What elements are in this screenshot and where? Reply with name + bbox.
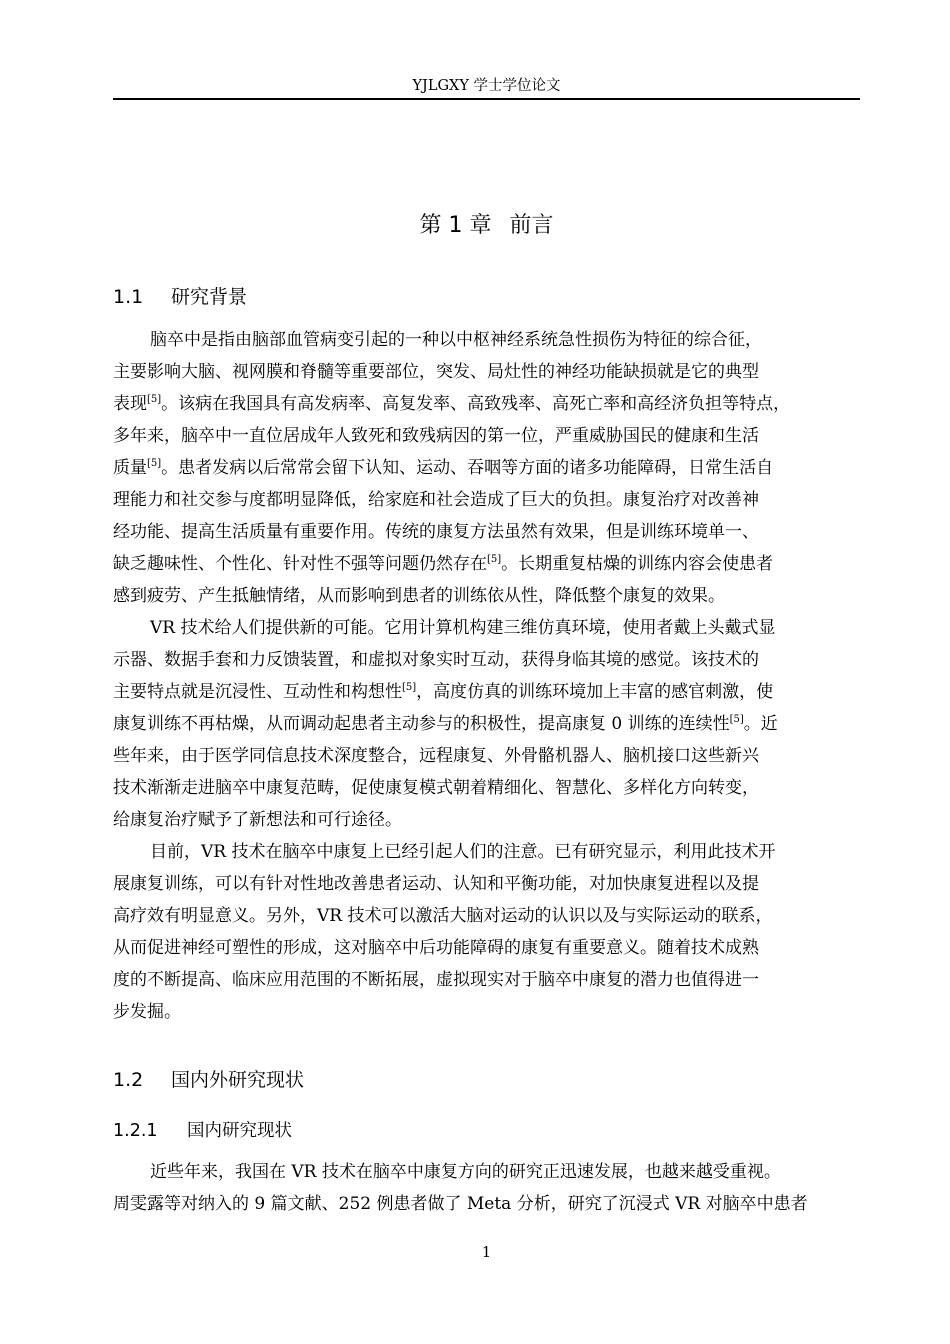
- running-header: YJLGXY 学士学位论文: [412, 78, 561, 94]
- citation-ref: [5]: [402, 682, 417, 693]
- text-line: 度的不断提高、临床应用范围的不断拓展，虚拟现实对于脑卒中康复的潜力也值得进一: [113, 970, 759, 990]
- text-run: 康复训练不再枯燥，从而调动起患者主动参与的积极性，提高康复 0 训练的连续性: [113, 714, 730, 734]
- text-line: 周雯露等对纳入的 9 篇文献、252 例患者做了 Meta 分析，研究了沉浸式 VR 对脑卒中患者: [113, 1194, 808, 1214]
- text-line: VR 技术给人们提供新的可能。它用计算机构建三维仿真环境，使用者戴上头戴式显: [150, 618, 776, 638]
- text-line: 脑卒中是指由脑部血管病变引起的一种以中枢神经系统急性损伤为特征的综合征，: [150, 330, 762, 350]
- text-line: 步发掘。: [113, 1002, 181, 1022]
- text-run: 质量: [113, 458, 147, 478]
- section-number: 1.2: [113, 1069, 144, 1091]
- text-run: 。患者发病以后常常会留下认知、运动、吞咽等方面的诸多功能障碍，日常生活自: [161, 458, 774, 478]
- subsection-title: 国内研究现状: [187, 1121, 292, 1141]
- text-line: 些年来，由于医学同信息技术深度整合，远程康复、外骨骼机器人、脑机接口这些新兴: [113, 746, 759, 766]
- text-run: 表现: [113, 394, 147, 414]
- header-rule: [113, 98, 860, 100]
- text-run: 主要特点就是沉浸性、互动性和构想性: [113, 682, 402, 702]
- citation-ref: [5]: [147, 458, 162, 469]
- page-number: 1: [481, 1245, 492, 1261]
- text-line: 主要影响大脑、视网膜和脊髓等重要部位，突发、局灶性的神经功能缺损就是它的典型: [113, 362, 759, 382]
- paragraph-background-1: [113, 324, 860, 612]
- text-run: 。该病在我国具有高发病率、高复发率、高致残率、高死亡率和高经济负担等特点，: [161, 394, 791, 414]
- subsection-heading-1-2-1: [113, 1119, 292, 1143]
- text-line: 感到疲劳、产生抵触情绪，从而影响到患者的训练依从性，降低整个康复的效果。: [113, 586, 725, 606]
- section-number: 1.1: [113, 286, 144, 308]
- section-heading-1-2: [113, 1067, 304, 1093]
- text-line: 技术渐渐走进脑卒中康复范畴，促使康复模式朝着精细化、智慧化、多样化方向转变，: [113, 778, 759, 798]
- text-line: 从而促进神经可塑性的形成，这对脑卒中后功能障碍的康复有重要意义。随着技术成熟: [113, 938, 759, 958]
- text-line: 理能力和社交参与度都明显降低，给家庭和社会造成了巨大的负担。康复治疗对改善神: [113, 490, 759, 510]
- citation-ref: [5]: [147, 394, 162, 405]
- chapter-number: 第 1 章: [419, 213, 492, 238]
- text-line: [113, 452, 860, 484]
- text-run: 。近: [743, 714, 778, 734]
- text-run: 。长期重复枯燥的训练内容会使患者: [501, 554, 774, 574]
- text-line: [113, 388, 860, 420]
- text-line: 多年来，脑卒中一直位居成年人致死和致残病因的第一位，严重威胁国民的健康和生活: [113, 426, 759, 446]
- text-line: 高疗效有明显意义。另外，VR 技术可以激活大脑对运动的认识以及与实际运动的联系，: [113, 906, 773, 926]
- citation-ref: [5]: [487, 554, 502, 565]
- section-title: 研究背景: [171, 286, 248, 308]
- citation-ref: [5]: [729, 714, 744, 725]
- text-line: [113, 708, 860, 740]
- text-line: 近些年来，我国在 VR 技术在脑卒中康复方向的研究正迅速发展，也越来越受重视。: [150, 1162, 781, 1182]
- text-line: 展康复训练，可以有针对性地改善患者运动、认知和平衡功能，对加快康复进程以及提: [113, 874, 759, 894]
- text-run: 缺乏趣味性、个性化、针对性不强等问题仍然存在: [113, 554, 487, 574]
- chapter-name: 前言: [509, 213, 554, 238]
- paragraph-background-3: [113, 836, 860, 1028]
- paragraph-background-2: [113, 612, 860, 836]
- text-line: 示器、数据手套和力反馈装置，和虚拟对象实时互动，获得身临其境的感觉。该技术的: [113, 650, 759, 670]
- text-line: 给康复治疗赋予了新想法和可行途径。: [113, 810, 402, 830]
- chapter-title: [113, 211, 860, 241]
- text-run: ，高度仿真的训练环境加上丰富的感官刺激，使: [416, 682, 774, 702]
- text-line: [113, 548, 860, 580]
- text-line: 目前，VR 技术在脑卒中康复上已经引起人们的注意。已有研究显示，利用此技术开: [150, 842, 776, 862]
- section-title: 国内外研究现状: [171, 1069, 305, 1091]
- text-line: 经功能、提高生活质量有重要作用。传统的康复方法虽然有效果，但是训练环境单一、: [113, 522, 759, 542]
- text-line: [113, 676, 860, 708]
- subsection-number: 1.2.1: [113, 1121, 158, 1141]
- paragraph-domestic-research: [113, 1156, 860, 1220]
- section-heading-1-1: [113, 284, 247, 310]
